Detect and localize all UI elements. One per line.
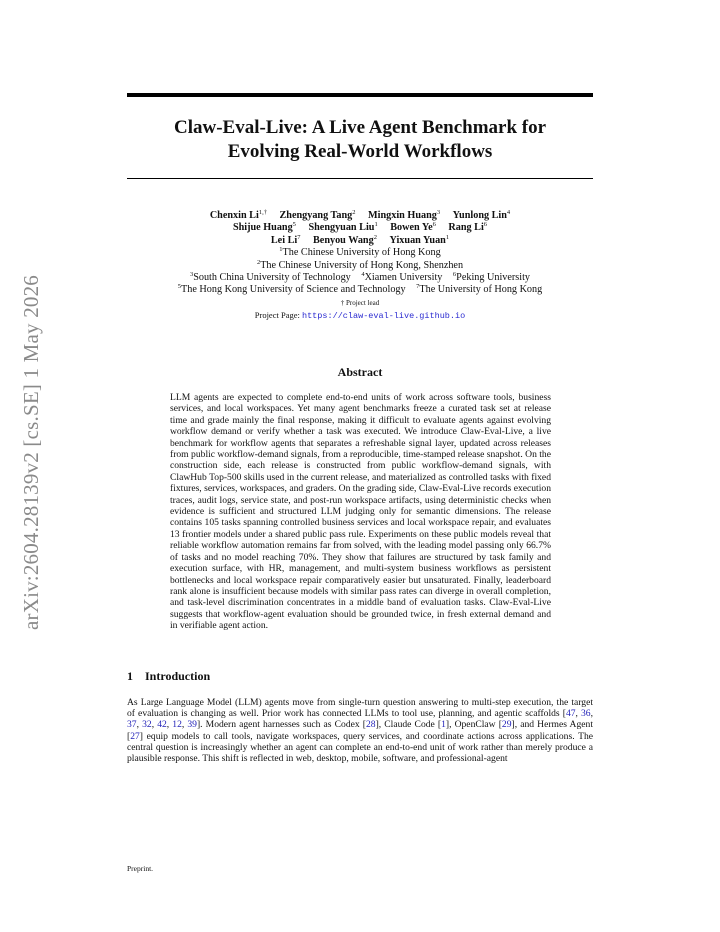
title-line-1: Claw-Eval-Live: A Live Agent Benchmark for (173, 117, 547, 138)
title-bottom-rule (127, 178, 593, 179)
author: Mingxin Huang$^3$ (368, 209, 441, 221)
citation-link[interactable]: 32 (142, 719, 152, 731)
citation-link[interactable]: 29 (501, 719, 512, 731)
citation-link[interactable]: 12 (172, 719, 182, 731)
affiliation: $^6$Peking University (452, 271, 531, 284)
project-page-link[interactable]: https://claw-eval-live.github.io (301, 310, 466, 321)
affiliation-row-4 (127, 284, 593, 296)
abstract-text: LLM agents are expected to complete end-to-end units of work across software tools, business services, and local workspaces. Yet many agent benchmarks freeze a curated task set at release time and grade mainly the final response, making it difficult to evaluate agents against evolving workflow demand or verify whether a task was executed. We introduce Claw-Eval-Live, a live benchmark for workflow agents that separates a refreshable signal layer, updated across releases from public workflow-demand signals, from a reproducible, time-stamped release snapshot. On the construction side, each release is constructed from public workflow-demand signals, with ClawHub Top-500 skills used in the current release, and materialized as controlled tasks with fixed fixtures, services, workspaces, and graders. On the grading side, Claw-Eval-Live records execution traces, audit logs, service state, and post-run workspace artifacts, using deterministic checks when evidence is sufficient and structured LLM judging only for semantic dimensions. The release contains 105 tasks spanning controlled business services and local workspace repair, and evaluates 13 frontier models under a shared public pass rule. Experiments on these public models reveal that reliable workflow automation remains far from solved, with the leading model passing only 66.7% of tasks and no model reaching 70%. They show that failures are structured by task family and execution surface, with HR, management, and multi-system business workflows as persistent bottlenecks and local workspace repair comparatively easier but unsaturated. Finally, leaderboard rank alone is insufficient because models with similar pass rates can diverge in overall completion, and task-level discrimination concentrates in a middle band of evaluation tasks. Claw-Eval-Live suggests that workflow-agent evaluation should be grounded twice, in fresh external demand and in verifiable agent action. (170, 392, 551, 632)
affiliation-2: $^2$The Chinese University of Hong Kong, Shenzhen (256, 258, 464, 271)
title-line-2: Evolving Real-World Workflows (227, 141, 493, 162)
author-row-2 (127, 222, 593, 234)
section-title: Introduction (145, 669, 211, 683)
abstract-heading: Abstract (337, 365, 383, 379)
author: Rang Li$^6$ (448, 221, 488, 234)
author: Benyou Wang$^2$ (313, 233, 377, 246)
affiliation: $^7$The University of Hong Kong (416, 283, 543, 296)
paper-title (127, 116, 593, 164)
citation-link[interactable]: 1 (441, 719, 446, 731)
section-number: 1 (127, 669, 133, 683)
author-row-1 (127, 210, 593, 222)
arxiv-identifier (12, 262, 52, 642)
intro-paragraph: As Large Language Model (LLM) agents move from single-turn question answering to multi-step execution, the target of evaluation is changing as well. Prior work has connected LLMs to tool use, planning, and agentic scaffolds [47, 36, 37, 32, 42, 12, 39]. Modern agent harnesses such as Codex [28], Claude Code [1], OpenClaw [29], and Hermes Agent [27] equip models to call tools, navigate workspaces, query services, and coordinate actions across applications. The central question is increasingly whether an agent can complete an end-to-end unit of work rather than merely produce a plausible response. This shift is reflected in web, desktop, mobile, software, and professional-agent (127, 697, 593, 765)
author: Chenxin $Li^{1,\dagger}$ (209, 209, 267, 221)
affiliation-1: $^1$The Chinese University of Hong Kong (279, 246, 441, 259)
author: Zhengyang Tang$^2$ (279, 209, 356, 221)
citation-link[interactable]: 39 (187, 719, 197, 731)
affiliation: $^4$Xiamen University (361, 271, 443, 284)
author: Shijue Huang$^5$ (232, 221, 296, 234)
project-page (127, 309, 593, 322)
citation-link[interactable]: 28 (365, 719, 376, 731)
preprint-footer: Preprint. (127, 864, 154, 873)
author: Yunlong Lin$^4$ (452, 209, 511, 221)
affiliation-row-3 (127, 272, 593, 284)
author-block (127, 210, 593, 322)
citation-link[interactable]: 47 (565, 708, 576, 720)
affiliation: $^5$The Hong Kong University of Science and Technology (177, 283, 406, 296)
section-heading (127, 669, 210, 684)
author: Lei Li$^7$ (270, 233, 301, 246)
author-row-3 (127, 235, 593, 247)
author: Yixuan Yuan$^1$ (389, 233, 450, 246)
title-top-rule (127, 93, 593, 97)
arxiv-id-text: arXiv:2604.28139v2 [cs.SE] 1 May 2026 (19, 274, 44, 630)
author: Bowen Ye$^6$ (390, 221, 436, 234)
citation-link[interactable]: 36 (581, 708, 591, 720)
project-page-label: Project Page: (254, 309, 302, 320)
citation-link[interactable]: 27 (130, 730, 140, 742)
author: Shengyuan Liu$^1$ (308, 221, 378, 234)
affiliation: $^3$South China University of Technology (189, 271, 351, 284)
project-lead-note: † Project lead (340, 298, 380, 307)
citation-link[interactable]: 42 (157, 719, 167, 731)
citation-link[interactable]: 37 (127, 719, 137, 731)
